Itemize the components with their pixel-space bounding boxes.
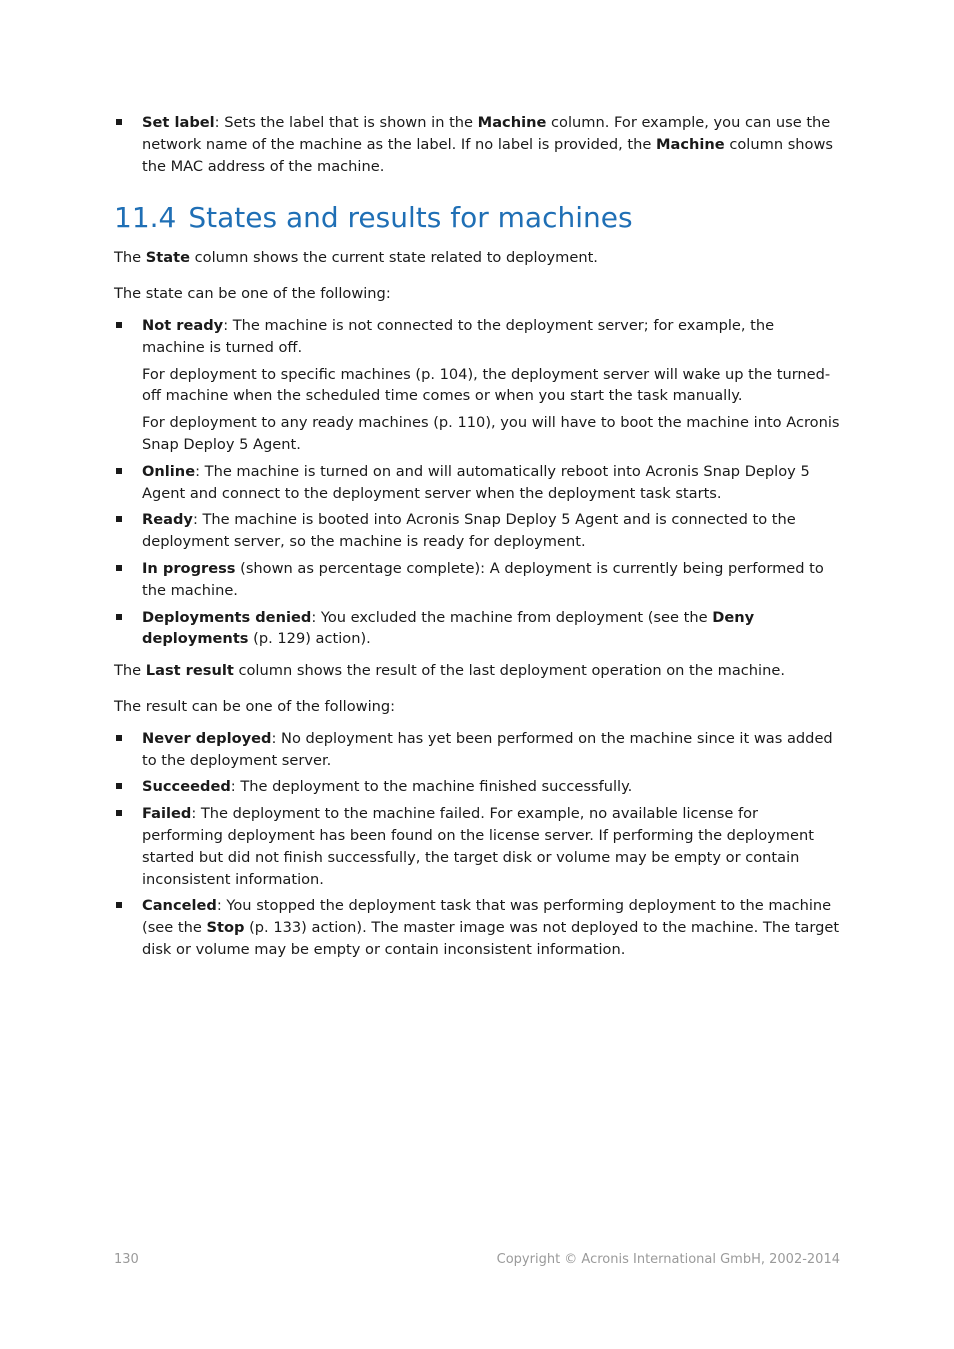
result-intro-paragraph: The Last result column shows the result of the last deployment operation on the machine. <box>114 662 785 680</box>
list-item-ready: Ready: The machine is booted into Acronis Snap Deploy 5 Agent and is connected to the deployment server, so the machine is ready for deployment. <box>114 509 840 553</box>
page-number: 130 <box>114 1252 139 1267</box>
list-item-failed: Failed: The deployment to the machine failed. For example, no available license for performing deployment has been found on the license server. If performing the deployment started but did not finish successfully, the target disk or volume may be empty or contain inconsistent information. <box>114 803 840 890</box>
result-list <box>114 728 840 961</box>
list-item-never-deployed: Never deployed: No deployment has yet been performed on the machine since it was added to the deployment server. <box>114 728 840 772</box>
document-page <box>114 112 840 961</box>
list-item-in-progress: In progress (shown as percentage complete): A deployment is currently being performed to the machine. <box>114 558 840 602</box>
section-title: States and results for machines <box>188 201 633 235</box>
list-item-succeeded: Succeeded: The deployment to the machine finished successfully. <box>114 776 840 798</box>
not-ready-any-note: For deployment to any ready machines (p. 110), you will have to boot the machine into Acronis Snap Deploy 5 Agent. <box>142 414 840 453</box>
section-heading <box>114 200 840 236</box>
list-item-online: Online: The machine is turned on and will automatically reboot into Acronis Snap Deploy 5 Agent and connect to the deployment server when the deployment task starts. <box>114 461 840 505</box>
copyright-notice: Copyright © Acronis International GmbH, 2002-2014 <box>496 1252 840 1267</box>
list-item-set-label: Set label: Sets the label that is shown in the Machine column. For example, you can use the network name of the machine as the label. If no label is provided, the Machine column shows the MAC address of the machine. <box>114 112 840 177</box>
page-footer <box>114 1251 840 1269</box>
section-number: 11.4 <box>114 201 177 235</box>
list-item-not-ready: Not ready: The machine is not connected to the deployment server; for example, the machine is turned off. For deployment to specific machines (p. 104), the deployment server will wake up the turned-off machine when the scheduled time comes or when you start the task manually. For deployment to any ready machines (p. 110), you will have to boot the machine into Acronis Snap Deploy 5 Agent. <box>114 315 840 456</box>
state-lead-paragraph: The state can be one of the following: <box>114 285 391 303</box>
list-item-deployments-denied: Deployments denied: You excluded the machine from deployment (see the Deny deployments (p. 129) action). <box>114 607 840 651</box>
term-set-label: Set label <box>142 114 215 131</box>
state-list <box>114 315 840 650</box>
list-item-canceled: Canceled: You stopped the deployment task that was performing deployment to the machine (see the Stop (p. 133) action). The master image was not deployed to the machine. The target disk or volume may be empty or contain inconsistent information. <box>114 895 840 960</box>
state-intro-paragraph: The State column shows the current state related to deployment. <box>114 249 598 267</box>
result-lead-paragraph: The result can be one of the following: <box>114 697 396 715</box>
not-ready-specific-note: For deployment to specific machines (p. 104), the deployment server will wake up the turned-off machine when the scheduled time comes or when you start the task manually. <box>142 365 831 405</box>
intro-bullet-list <box>114 112 840 177</box>
